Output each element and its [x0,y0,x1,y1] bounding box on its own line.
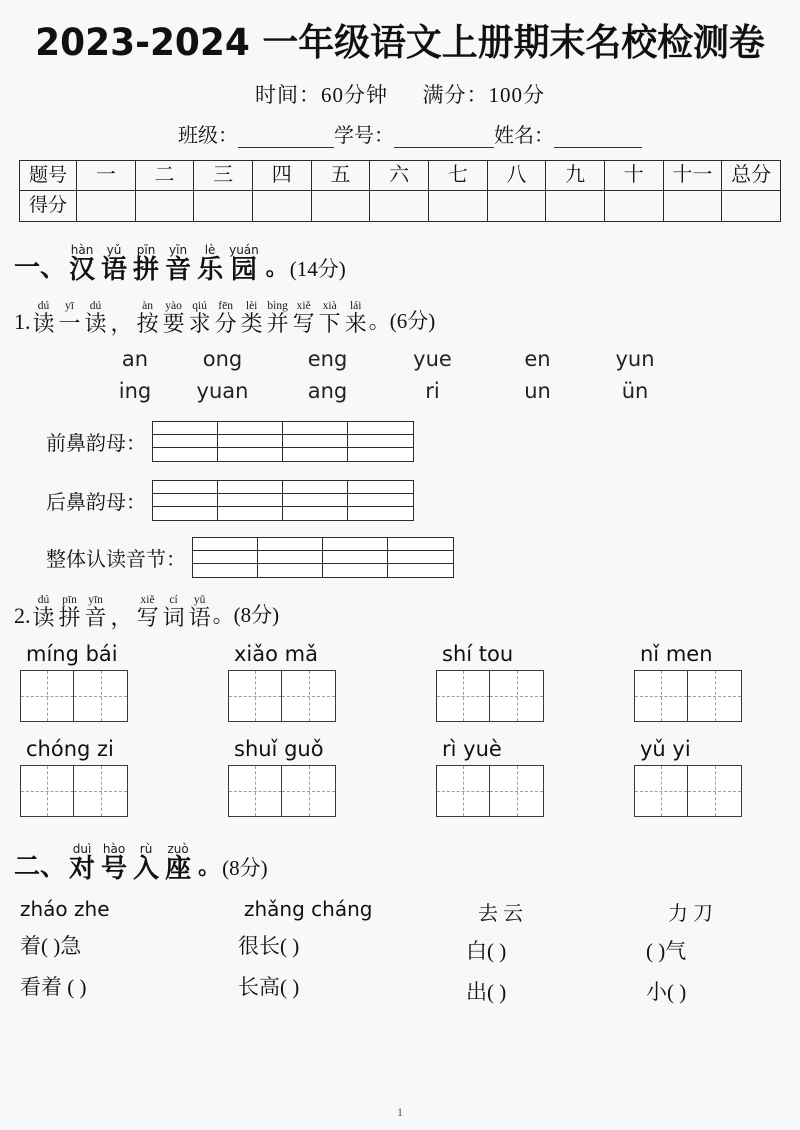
ruby-pinyin: yī [65,299,74,312]
score-table-col-header: 六 [370,160,429,190]
question-heading-2 [0,594,800,630]
matching-choices: 去 云 [478,902,523,925]
ruby-pinyin: yīn [88,593,103,606]
syllable: en [524,346,551,371]
ruby-pinyin: dú [37,299,50,312]
tianzige-cell[interactable] [688,766,741,816]
word-box-item [634,737,742,817]
tianzige-cell[interactable] [437,766,490,816]
ruby-char [165,843,191,883]
pinyin-grid-band [153,435,217,448]
score-table-col-header: 四 [252,160,311,190]
ruby-pinyin: qiú [192,299,207,312]
tianzige-cell[interactable] [74,766,127,816]
pinyin-grid-cell[interactable] [218,422,283,461]
ruby-pinyin [120,300,123,312]
pinyin-grid-cell[interactable] [258,538,323,577]
row-header-question-no: 题号 [20,160,77,190]
pinyin-grid-band [153,507,217,520]
score-table-col-header: 总分 [722,160,781,190]
ruby-hanzi: 拼 [58,604,81,630]
score-table [19,160,781,222]
score-table-col-header: 三 [194,160,253,190]
matching-column [646,897,713,1017]
section-period-2: 。 [198,854,221,880]
page-number: 1 [397,1105,403,1119]
pinyin-grid-cell[interactable] [153,481,218,520]
syllable-row-2 [0,379,800,403]
tianzige-box[interactable] [228,765,336,817]
tianzige-cell[interactable] [635,671,688,721]
tianzige-box[interactable] [20,670,128,722]
ruby-pinyin: yǔ [106,242,122,257]
ruby-hanzi: 并 [266,310,289,336]
ruby-char [215,300,237,336]
tianzige-cell[interactable] [229,671,282,721]
ruby-char [133,244,159,284]
ruby-pinyin: rù [139,841,153,856]
pinyin-grid-band [283,422,347,435]
pinyin-grid-band [348,448,413,461]
ruby-pinyin: yuán [229,242,259,257]
tianzige-cell[interactable] [437,671,490,721]
score-table-col-header: 五 [311,160,370,190]
syllable: ang [307,378,348,403]
matching-blank-item[interactable]: ( )气 [646,938,687,963]
pinyin-grid-band [153,448,217,461]
section-number-2: 二、 [14,851,67,882]
word-box-row-2 [0,737,800,817]
ruby-char [189,594,211,630]
section-heading-2 [0,843,800,883]
pinyin-grid-cell[interactable] [388,538,453,577]
tianzige-cell[interactable] [74,671,127,721]
tianzige-cell[interactable] [282,671,335,721]
pinyin-writing-grid[interactable] [152,480,414,521]
ruby-char [267,300,289,336]
pinyin-writing-grid[interactable] [192,537,454,578]
pinyin-grid-band [218,422,282,435]
ruby-pinyin: xià [322,299,337,312]
tianzige-cell[interactable] [688,671,741,721]
word-pinyin: nǐ men [640,641,713,666]
tianzige-box[interactable] [436,765,544,817]
ruby-pinyin: xiě [140,593,155,606]
matching-blank-item[interactable]: 很长( ) [238,933,300,958]
ruby-hanzi: 写 [292,310,315,336]
score-table-cell[interactable] [77,190,136,221]
score-table-cell[interactable] [370,190,429,221]
syllable: yue [413,346,452,371]
pinyin-grid-band [348,422,413,435]
pinyin-writing-grid[interactable] [152,421,414,462]
score-table-cell[interactable] [663,190,722,221]
matching-blank-item[interactable]: 出( ) [466,979,507,1004]
section-points-2: (8分) [222,855,268,880]
ruby-pinyin: pīn [62,593,77,606]
ruby-char [69,843,95,883]
pinyin-grid-band [283,494,347,507]
syllable: yuan [196,378,249,403]
ruby-pinyin: lè [204,242,216,257]
ruby-pinyin: hàn [70,242,94,257]
tianzige-cell[interactable] [490,766,543,816]
matching-blank-item[interactable]: 看着 ( ) [20,974,87,999]
ruby-char [33,300,55,336]
score-table-col-header: 一 [77,160,136,190]
section-points-1: (14分) [289,256,346,281]
score-table-cell[interactable] [311,190,370,221]
pinyin-grid-label: 前鼻韵母： [46,432,146,455]
ruby-pinyin: lèi [245,299,258,312]
question-title-2 [31,594,213,630]
row-header-score: 得分 [20,190,77,221]
matching-blank-item[interactable]: 小( ) [646,979,687,1004]
ruby-char [133,843,159,883]
pinyin-grid-band [193,564,257,577]
ruby-pinyin: fēn [218,299,233,312]
table-row-scores [20,190,781,221]
syllable-row-1 [0,347,800,371]
class-label: 班级： [178,124,238,147]
ruby-char [197,244,223,284]
ruby-char [111,594,133,630]
ruby-hanzi: 汉 [69,254,96,285]
matching-column [20,897,238,1017]
tianzige-box[interactable] [20,765,128,817]
ruby-char [163,594,185,630]
name-field [494,119,642,148]
ruby-hanzi: 入 [133,853,160,884]
pinyin-grid-band [218,494,282,507]
score-table-col-header: 二 [135,160,194,190]
ruby-hanzi: 读 [32,310,55,336]
tianzige-box[interactable] [228,670,336,722]
score-table-cell[interactable] [194,190,253,221]
word-pinyin: xiǎo mǎ [234,641,318,666]
ruby-hanzi: 语 [101,254,128,285]
ruby-pinyin: yào [165,299,182,312]
ruby-char [293,300,315,336]
section-title-2 [66,843,194,883]
pinyin-grid-cell[interactable] [283,481,348,520]
ruby-pinyin: pīn [136,242,156,257]
matching-column [238,897,466,1017]
pinyin-grid-band [193,551,257,564]
class-field [178,119,334,148]
tianzige-cell[interactable] [21,766,74,816]
question-number-1: 1. [14,308,31,334]
pinyin-grid-band [348,494,413,507]
ruby-pinyin: bìng [267,299,288,312]
matching-column [466,897,646,1017]
ruby-char [241,300,263,336]
ruby-hanzi: 词 [162,604,185,630]
pinyin-grid-line [0,421,800,462]
score-table-cell[interactable] [135,190,194,221]
pinyin-grid-list [0,421,800,578]
student-no-label: 学号： [334,124,394,147]
section-number-1: 一、 [14,252,67,283]
score-table-cell[interactable] [487,190,546,221]
pinyin-grid-band [323,551,387,564]
ruby-char [85,594,107,630]
ruby-char [69,244,95,284]
word-pinyin: shuǐ guǒ [234,736,324,761]
ruby-pinyin: zuò [167,841,189,856]
ruby-pinyin: dú [89,299,102,312]
word-pinyin: míng bái [26,641,118,666]
word-box-item [20,737,228,817]
score-table-cell[interactable] [722,190,781,221]
name-label: 姓名： [494,124,554,147]
syllable: ri [425,378,440,403]
tianzige-cell[interactable] [282,766,335,816]
name-blank[interactable] [554,130,642,148]
student-no-field [334,119,494,148]
ruby-hanzi: 分 [214,310,237,336]
ruby-hanzi: 读 [84,310,107,336]
page-title: 2023-2024 一年级语文上册期末名校检测卷 [35,21,765,64]
score-table-col-header: 七 [428,160,487,190]
ruby-hanzi: 要 [162,310,185,336]
ruby-hanzi: 读 [32,604,55,630]
pinyin-grid-cell[interactable] [348,481,413,520]
pinyin-grid-band [283,507,347,520]
ruby-char [111,300,133,336]
syllable: eng [307,346,348,371]
word-box-item [228,642,436,722]
ruby-hanzi: 求 [188,310,211,336]
pinyin-grid-band [218,481,282,494]
ruby-hanzi: 按 [136,310,159,336]
pinyin-grid-band [283,448,347,461]
pinyin-grid-cell[interactable] [193,538,258,577]
tianzige-cell[interactable] [490,671,543,721]
tianzige-box[interactable] [436,670,544,722]
pinyin-grid-band [348,481,413,494]
word-pinyin: shí tou [442,641,514,666]
ruby-hanzi: 园 [230,254,257,285]
score-table-cell[interactable] [252,190,311,221]
ruby-char [345,300,367,336]
ruby-hanzi: 下 [318,310,341,336]
score-table-col-header: 九 [546,160,605,190]
ruby-char [163,300,185,336]
ruby-pinyin: lái [349,299,362,312]
pinyin-grid-band [283,435,347,448]
matching-choices: zháo zhe [20,896,110,921]
class-blank[interactable] [238,130,334,148]
pinyin-grid-band [193,538,257,551]
pinyin-grid-label: 后鼻韵母： [46,491,146,514]
tianzige-box[interactable] [634,765,742,817]
time-label: 时间：60分钟 [255,82,388,107]
pinyin-grid-band [348,507,413,520]
ruby-char [101,843,127,883]
pinyin-grid-band [258,538,322,551]
word-pinyin: rì yuè [442,736,502,761]
ruby-hanzi: 一 [58,310,81,336]
matching-choices: zhǎng cháng [244,896,373,921]
question-points-1: 。(6分) [368,308,436,333]
ruby-hanzi: 类 [240,310,263,336]
syllable: ing [118,378,152,403]
pinyin-grid-band [218,507,282,520]
section-title-1 [66,244,262,284]
matching-exercise [0,897,800,1017]
ruby-char [85,300,107,336]
pinyin-grid-band [323,538,387,551]
word-box-item [436,737,634,817]
question-points-2: 。(8分) [212,602,280,627]
pinyin-grid-line [0,480,800,521]
word-box-item [228,737,436,817]
word-box-item [634,642,742,722]
pinyin-grid-line [0,537,800,578]
ruby-pinyin: duì [72,841,92,856]
pinyin-grid-band [348,435,413,448]
syllable: an [121,346,149,371]
score-table-col-header: 八 [487,160,546,190]
score-table-cell[interactable] [428,190,487,221]
pinyin-grid-band [258,551,322,564]
score-table-cell[interactable] [546,190,605,221]
ruby-hanzi: 来 [344,310,367,336]
score-table-col-header: 十一 [663,160,722,190]
pinyin-grid-band [218,435,282,448]
ruby-hanzi: 写 [136,604,159,630]
pinyin-grid-band [218,448,282,461]
ruby-char [59,594,81,630]
word-box-row-1 [0,642,800,722]
ruby-hanzi: 号 [101,853,128,884]
table-row-question-numbers [20,160,781,190]
syllable: un [524,378,551,403]
ruby-char [33,594,55,630]
ruby-hanzi: 座 [165,853,192,884]
pinyin-grid-band [323,564,387,577]
pinyin-grid-band [258,564,322,577]
pinyin-grid-band [388,564,453,577]
score-table-cell[interactable] [604,190,663,221]
word-box-item [20,642,228,722]
pinyin-grid-band [283,481,347,494]
ruby-char [137,300,159,336]
exam-meta [0,79,800,109]
ruby-char [319,300,341,336]
ruby-hanzi: 语 [188,604,211,630]
score-table-col-header: 十 [604,160,663,190]
ruby-hanzi: 对 [69,853,96,884]
student-no-blank[interactable] [394,130,494,148]
ruby-pinyin: cí [169,593,178,606]
word-box-item [436,642,634,722]
tianzige-cell[interactable] [229,766,282,816]
ruby-hanzi: ， [110,310,133,336]
word-pinyin: yǔ yi [640,736,691,761]
matching-blank-item[interactable]: 着( )急 [20,933,82,958]
matching-blank-item[interactable]: 白( ) [466,938,507,963]
tianzige-box[interactable] [634,670,742,722]
ruby-pinyin: dú [37,593,50,606]
ruby-char [189,300,211,336]
section-period-1: 。 [265,255,288,281]
pinyin-grid-cell[interactable] [323,538,388,577]
ruby-pinyin: àn [142,299,153,312]
total-score-label: 满分：100分 [422,82,545,107]
tianzige-cell[interactable] [635,766,688,816]
ruby-pinyin: yǔ [193,593,206,606]
student-info-line [0,119,800,148]
ruby-hanzi: 音 [84,604,107,630]
ruby-pinyin [120,594,123,606]
question-number-2: 2. [14,602,31,628]
ruby-char [101,244,127,284]
pinyin-grid-band [153,494,217,507]
section-heading-1 [0,244,800,284]
ruby-hanzi: 拼 [133,254,160,285]
question-heading-1 [0,300,800,336]
pinyin-grid-band [388,538,453,551]
pinyin-grid-cell[interactable] [348,422,413,461]
pinyin-grid-cell[interactable] [283,422,348,461]
word-pinyin: chóng zi [26,736,114,761]
syllable: ong [202,346,243,371]
pinyin-grid-band [153,481,217,494]
ruby-char [165,244,191,284]
ruby-char [229,244,259,284]
ruby-hanzi: 乐 [197,254,224,285]
question-title-1 [31,300,369,336]
ruby-pinyin: xiě [296,299,311,312]
ruby-char [59,300,81,336]
ruby-hanzi: ， [110,604,133,630]
pinyin-grid-band [153,422,217,435]
ruby-pinyin: hào [102,841,126,856]
matching-blank-item[interactable]: 长高( ) [238,974,300,999]
matching-choices: 力 刀 [668,902,713,925]
pinyin-grid-cell[interactable] [153,422,218,461]
ruby-hanzi: 音 [165,254,192,285]
ruby-char [137,594,159,630]
pinyin-grid-band [388,551,453,564]
tianzige-cell[interactable] [21,671,74,721]
syllable: ün [621,378,649,403]
ruby-pinyin: yīn [169,242,188,257]
pinyin-grid-cell[interactable] [218,481,283,520]
syllable: yun [615,346,655,371]
pinyin-grid-label: 整体认读音节： [46,548,186,571]
